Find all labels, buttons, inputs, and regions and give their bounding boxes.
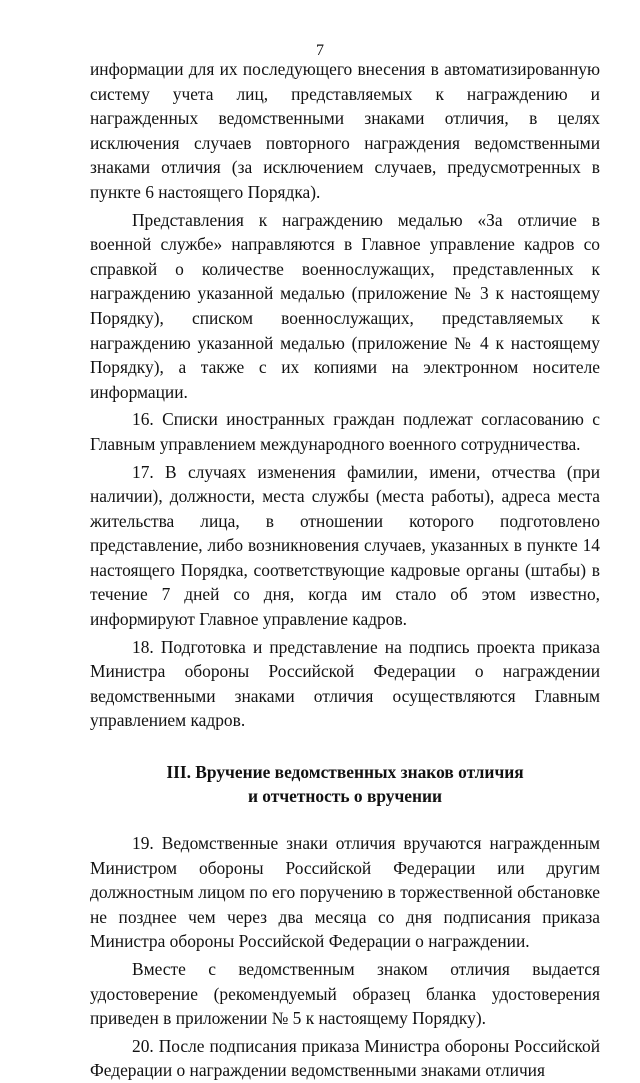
section-heading (90, 760, 600, 808)
paragraph-continuation: информации для их последующего внесения в автоматизированную систему учета лиц, представляемых к награждению и награжденных ведомственными знаками отличия, в целях исключения случаев повторного награждения ведомственными знаками отличия (за исключением случаев, предусмотренных в пункте 6 настоящего Порядка). (90, 59, 600, 202)
paragraph-18-order-preparation: 18. Подготовка и представление на подпись проекта приказа Министра обороны Российской Федерации о награждении ведомственными знаками отличия осуществляются Главным управлением кадров. (90, 636, 600, 731)
paragraph-19-presentation: 19. Ведомственные знаки отличия вручаются награжденным Министром обороны Российской Федерации или другим должностным лицом по его поручению в торжественной обстановке не позднее чем через два месяца со дня подписания приказа Министра обороны Российской Федерации о награждении. (90, 833, 600, 952)
page-body (90, 57, 600, 1083)
paragraph-certificate: Вместе с ведомственным знаком отличия выдается удостоверение (рекомендуемый образец бланка удостоверения приведен в приложении № 5 к настоящему Порядку). (90, 959, 600, 1029)
section-heading-line-2: и отчетность о вручении (247, 786, 443, 807)
paragraph-20-after-signing: 20. После подписания приказа Министра обороны Российской Федерации о награждении ведомственными знаками отличия (90, 1035, 600, 1081)
paragraph-medal-submission: Представления к награждению медалью «За отличие в военной службе» направляются в Главное управление кадров со справкой о количестве военнослужащих, представленных к награждению указанной медалью (приложение № 3 к настоящему Порядку), списком военнослужащих, представляемых к награждению указанной медалью (приложение № 4 к настоящему Порядку), а также с их копиями на электронном носителе информации. (90, 209, 600, 402)
paragraph-17-changes: 17. В случаях изменения фамилии, имени, отчества (при наличии), должности, места службы (места работы), адреса места жительства лица, в отношении которого подготовлено представление, либо возникновения случаев, указанных в пункте 14 настоящего Порядка, соответствующие кадровые органы (штабы) в течение 7 дней со дня, когда им стало об этом известно, информируют Главное управление кадров. (90, 461, 600, 630)
section-heading-line-1: III. Вручение ведомственных знаков отличия (166, 762, 524, 783)
page-number: 7 (316, 42, 324, 59)
paragraph-16-foreign-citizens: 16. Списки иностранных граждан подлежат согласованию с Главным управлением международного военного сотрудничества. (90, 409, 600, 454)
